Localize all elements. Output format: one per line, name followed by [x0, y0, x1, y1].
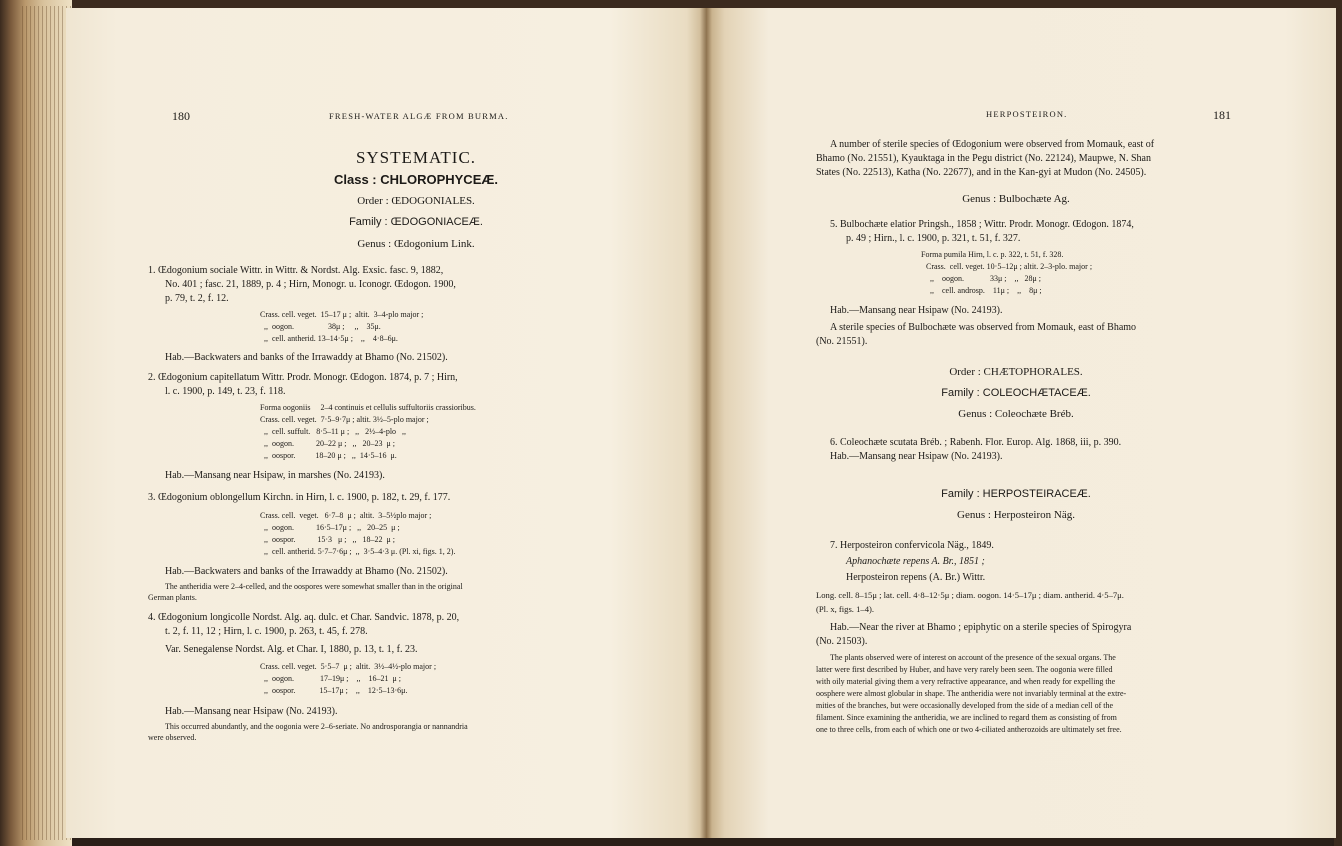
- entry-7-note-line-6: filament. Since examining the antheridia, we are inclined to regard them as consisting of from: [816, 713, 1117, 722]
- entry-1-measure-3: ,, cell. antherid. 13–14·5μ ; ,, 4·8–6μ.: [264, 334, 398, 343]
- entry-5-sterile-line-2: (No. 21551).: [816, 336, 868, 347]
- entry-4-note-line-1: This occurred abundantly, and the oogonia were 2–6-seriate. No androsporangia or nannandria: [165, 722, 468, 731]
- entry-7-line-1: 7. Herposteiron confervicola Näg., 1849.: [830, 540, 994, 551]
- entry-3-note-line-1: The antheridia were 2–4-celled, and the oospores were somewhat smaller than in the original: [165, 582, 463, 591]
- entry-4-line-1: 4. Œdogonium longicolle Nordst. Alg. aq. dulc. et Char. Sandvic. 1878, p. 20,: [148, 612, 460, 623]
- entry-4-habitat: Hab.—Mansang near Hsipaw (No. 24193).: [165, 706, 338, 717]
- genus-bulbochaete-heading: Genus : Bulbochæte Ag.: [962, 193, 1070, 205]
- entry-4-note-line-2: were observed.: [148, 733, 197, 742]
- right-page: [706, 8, 1336, 838]
- entry-6-line-1: 6. Coleochæte scutata Bréb. ; Rabenh. Flor. Europ. Alg. 1868, iii, p. 390.: [830, 437, 1122, 448]
- entry-5-measure-1: Crass. cell. veget. 10·5–12μ ; altit. 2–3-plo. major ;: [926, 262, 1093, 271]
- entry-5-line-2: p. 49 ; Hirn., l. c. 1900, p. 321, t. 51, f. 327.: [846, 233, 1021, 244]
- entry-1-measure-1: Crass. cell. veget. 15–17 μ ; altit. 3–4-plo major ;: [260, 310, 424, 319]
- class-heading: Class : CHLOROPHYCEÆ.: [334, 172, 498, 187]
- family-herposteiraceae-heading: Family : HERPOSTEIRACEÆ.: [941, 488, 1091, 500]
- entry-3-habitat: Hab.—Backwaters and banks of the Irrawaddy at Bhamo (No. 21502).: [165, 566, 448, 577]
- entry-4-line-2: t. 2, f. 11, 12 ; Hirn, l. c. 1900, p. 263, t. 45, f. 278.: [165, 626, 368, 637]
- genus-coleochaete-heading: Genus : Coleochæte Bréb.: [958, 408, 1074, 420]
- entry-6-habitat: Hab.—Mansang near Hsipaw (No. 24193).: [830, 451, 1003, 462]
- entry-3-measure-1: Crass. cell. veget. 6·7–8 μ ; altit. 3–5½plo major ;: [260, 511, 432, 520]
- entry-7-habitat-2: (No. 21503).: [816, 636, 868, 647]
- order-chaetophorales-heading: Order : CHÆTOPHORALES.: [949, 366, 1083, 378]
- left-page-number: 180: [172, 109, 190, 123]
- entry-5-measure-2: ,, oogon. 33μ ; ,, 28μ ;: [930, 274, 1042, 283]
- entry-2-measure-1: Crass. cell. veget. 7·5–9·7μ ; altit. 3½–5-plo major ;: [260, 415, 429, 424]
- genus-herposteiron-heading: Genus : Herposteiron Näg.: [957, 509, 1075, 521]
- entry-2-measure-0: Forma oogoniis 2–4 continuis et cellulis suffultoriis crassioribus.: [260, 403, 476, 412]
- entry-3-measure-4: ,, cell. antherid. 5·7–7·6μ ; ,, 3·5–4·3 μ. (Pl. xi, figs. 1, 2).: [264, 547, 456, 556]
- entry-7-note-line-2: latter were first described by Huber, and have very rarely been seen. The oogonia were filled: [816, 665, 1113, 674]
- entry-7-note-line-7: one to three cells, from each of which one or two 4-ciliated antherozoids are ultimately set free.: [816, 725, 1122, 734]
- entry-3-line-1: 3. Œdogonium oblongellum Kirchn. in Hirn, l. c. 1900, p. 182, t. 29, f. 177.: [148, 492, 451, 503]
- right-running-head: HERPOSTEIRON.: [986, 109, 1068, 119]
- entry-1-habitat: Hab.—Backwaters and banks of the Irrawaddy at Bhamo (No. 21502).: [165, 352, 448, 363]
- family-coleochaetaceae-heading: Family : COLEOCHÆTACEÆ.: [941, 387, 1091, 399]
- genus-heading: Genus : Œdogonium Link.: [357, 238, 475, 250]
- entry-7-note-line-5: mities of the branches, but were occasionally developed from the side of a median cell of the: [816, 701, 1114, 710]
- entry-1-measure-2: ,, oogon. 38μ ; ,, 35μ.: [264, 322, 381, 331]
- intro-line-1: A number of sterile species of Œdogonium were observed from Momauk, east of: [830, 139, 1155, 150]
- entry-1-line-2: No. 401 ; fasc. 21, 1889, p. 4 ; Hirn, Monogr. u. Iconogr. Œdogon. 1900,: [165, 279, 456, 290]
- left-running-head: FRESH-WATER ALGÆ FROM BURMA.: [329, 111, 509, 121]
- entry-5-sterile-line-1: A sterile species of Bulbochæte was observed from Momauk, east of Bhamo: [830, 322, 1137, 333]
- entry-3-measure-2: ,, oogon. 16·5–17μ ; ,, 20–25 μ ;: [264, 523, 400, 532]
- order-heading: Order : ŒDOGONIALES.: [357, 195, 475, 207]
- entry-4-variety: Var. Senegalense Nordst. Alg. et Char. I, 1880, p. 13, t. 1, f. 23.: [165, 644, 418, 655]
- entry-2-line-1: 2. Œdogonium capitellatum Wittr. Prodr. Monogr. Œdogon. 1874, p. 7 ; Hirn,: [148, 372, 458, 383]
- entry-3-note-line-2: German plants.: [148, 593, 197, 602]
- section-title: SYSTEMATIC.: [355, 148, 477, 167]
- page-edge-lines: [22, 6, 72, 840]
- entry-4-measure-3: ,, oospor. 15–17μ ; ,, 12·5–13·6μ.: [264, 686, 408, 695]
- entry-5-habitat: Hab.—Mansang near Hsipaw (No. 24193).: [830, 305, 1003, 316]
- family-heading: Family : ŒDOGONIACEÆ.: [349, 216, 483, 228]
- entry-3-measure-3: ,, oospor. 15·3 μ ; ,, 18–22 μ ;: [264, 535, 396, 544]
- entry-2-measure-3: ,, oogon. 20–22 μ ; ,, 20–23 μ ;: [264, 439, 396, 448]
- right-page-number: 181: [1213, 108, 1231, 122]
- entry-5-measure-3: ,, cell. androsp. 11μ ; ,, 8μ ;: [930, 286, 1042, 295]
- entry-1-line-1: 1. Œdogonium sociale Wittr. in Wittr. & Nordst. Alg. Exsic. fasc. 9, 1882,: [148, 265, 444, 276]
- entry-4-measure-1: Crass. cell. veget. 5·5–7 μ ; altit. 3½–4½-plo major ;: [260, 662, 437, 671]
- page-edges: [0, 0, 72, 846]
- entry-7-synonym-1: Aphanochæte repens A. Br., 1851 ;: [846, 556, 985, 567]
- entry-5-measure-0: Forma pumila Hirn, l. c. p. 322, t. 51, f. 328.: [921, 250, 1064, 259]
- entry-7-habitat-1: Hab.—Near the river at Bhamo ; epiphytic on a sterile species of Spirogyra: [830, 622, 1132, 633]
- entry-2-habitat: Hab.—Mansang near Hsipaw, in marshes (No. 24193).: [165, 470, 385, 481]
- entry-7-note-line-3: with oily material giving them a very refractive appearance, and when ready for expelling the: [816, 677, 1116, 686]
- entry-7-dimensions-2: (Pl. x, figs. 1–4).: [816, 604, 875, 614]
- entry-2-measure-4: ,, oospor. 18–20 μ ; ,, 14·5–16 μ.: [264, 451, 397, 460]
- entry-4-measure-2: ,, oogon. 17–19μ ; ,, 16–21 μ ;: [264, 674, 402, 683]
- book-gutter: [700, 8, 712, 838]
- entry-2-line-2: l. c. 1900, p. 149, t. 23, f. 118.: [165, 386, 286, 397]
- entry-2-measure-2: ,, cell. suffult. 8·5–11 μ ; ,, 2½–4-plo ,,: [264, 427, 407, 436]
- entry-7-dimensions-1: Long. cell. 8–15μ ; lat. cell. 4·8–12·5μ ; diam. oogon. 14·5–17μ ; diam. antherid. 4·5–7μ.: [816, 590, 1124, 600]
- intro-line-3: States (No. 22513), Katha (No. 22677), and in the Kan-gyi at Mudon (No. 24505).: [816, 167, 1147, 178]
- entry-1-line-3: p. 79, t. 2, f. 12.: [165, 293, 229, 304]
- entry-7-note-line-4: oosphere were almost globular in shape. The antheridia were not invariably terminal at the extre-: [816, 689, 1127, 698]
- entry-7-note-line-1: The plants observed were of interest on account of the presence of the sexual organs. The: [830, 653, 1116, 662]
- entry-5-line-1: 5. Bulbochæte elatior Pringsh., 1858 ; Wittr. Prodr. Monogr. Œdogon. 1874,: [830, 219, 1134, 230]
- left-page: [66, 8, 706, 838]
- entry-7-synonym-2: Herposteiron repens (A. Br.) Wittr.: [846, 572, 986, 583]
- intro-line-2: Bhamo (No. 21551), Kyauktaga in the Pegu district (No. 22124), Maupwe, N. Shan: [816, 153, 1151, 164]
